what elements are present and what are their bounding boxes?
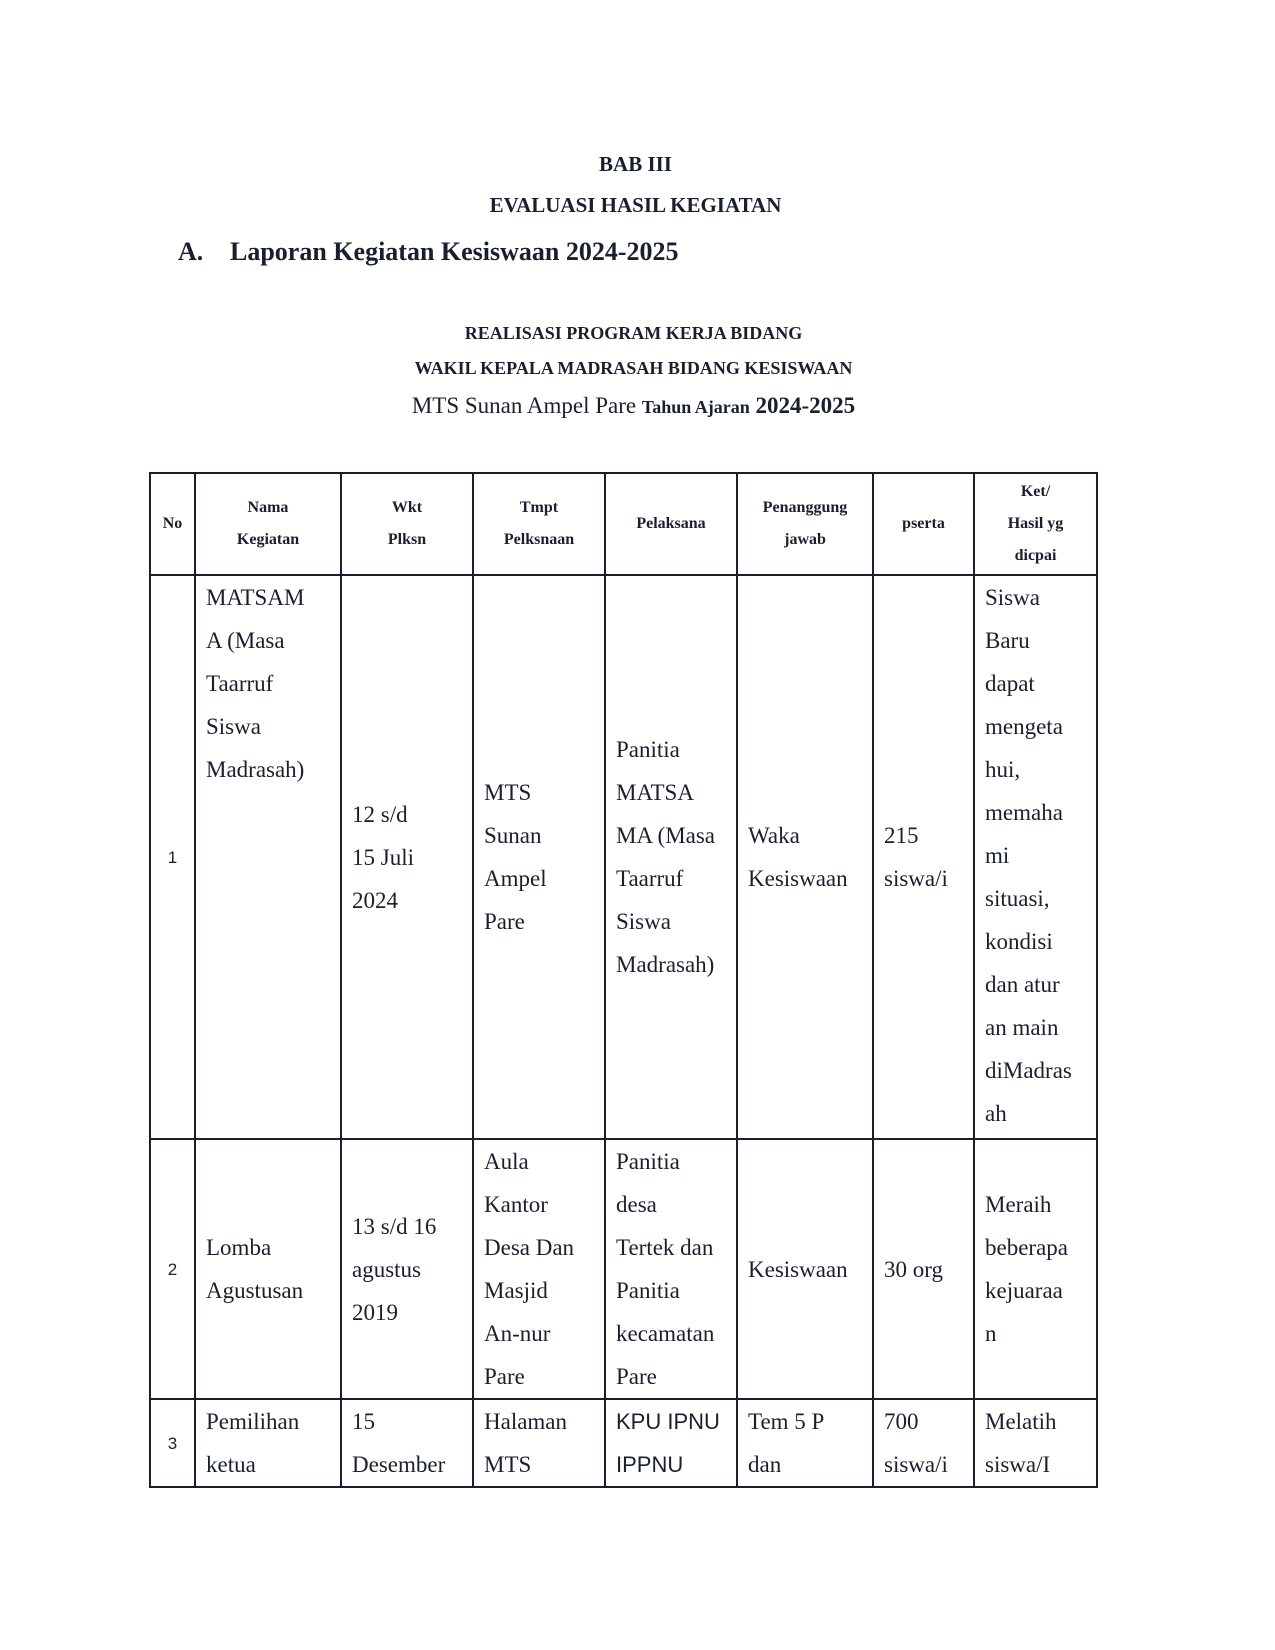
cell-peserta: 215 siswa/i (873, 575, 974, 1139)
header-nama-kegiatan: Nama Kegiatan (195, 473, 341, 575)
header-tempat: Tmpt Pelksnaan (473, 473, 605, 575)
cell-nama: Pemilihan ketua (195, 1399, 341, 1487)
header-pelaksana: Pelaksana (605, 473, 737, 575)
cell-pj: Waka Kesiswaan (737, 575, 873, 1139)
cell-pj: Tem 5 P dan (737, 1399, 873, 1487)
header-peserta: pserta (873, 473, 974, 575)
cell-ket: Siswa Baru dapat mengeta hui, memaha mi situasi, kondisi dan atur an main diMadras ah (974, 575, 1097, 1139)
table-row (150, 575, 1097, 1139)
cell-pelaksana: Panitia MATSA MA (Masa Taarruf Siswa Madrasah) (605, 575, 737, 1139)
table-header-row (150, 473, 1097, 575)
section-label: A. (178, 237, 204, 266)
cell-no: 3 (150, 1399, 195, 1487)
table-row (150, 1399, 1097, 1487)
chapter-title: EVALUASI HASIL KEGIATAN (489, 193, 782, 217)
section-heading (178, 237, 679, 267)
cell-peserta: 700 siswa/i (873, 1399, 974, 1487)
school-year: 2024-2025 (755, 393, 856, 418)
cell-tempat: Aula Kantor Desa Dan Masjid An-nur Pare (473, 1139, 605, 1399)
cell-tempat: MTS Sunan Ampel Pare (473, 575, 605, 1139)
header-keterangan: Ket/ Hasil yg dicpai (974, 473, 1097, 575)
section-title: Laporan Kegiatan Kesiswaan 2024-2025 (230, 237, 679, 266)
year-label: Tahun Ajaran (641, 397, 750, 417)
table-title-line3 (0, 393, 1271, 419)
table-title-line1: REALISASI PROGRAM KERJA BIDANG (464, 323, 803, 343)
cell-pelaksana: Panitia desa Tertek dan Panitia kecamatan Pare (605, 1139, 737, 1399)
cell-no: 2 (150, 1139, 195, 1399)
header-waktu: Wkt Plksn (341, 473, 473, 575)
cell-waktu: 15 Desember (341, 1399, 473, 1487)
cell-nama: MATSAM A (Masa Taarruf Siswa Madrasah) (195, 575, 341, 1139)
school-name: MTS Sunan Ampel Pare (411, 393, 637, 418)
cell-tempat: Halaman MTS (473, 1399, 605, 1487)
cell-ket: Melatih siswa/I (974, 1399, 1097, 1487)
header-no: No (150, 473, 195, 575)
cell-waktu: 13 s/d 16 agustus 2019 (341, 1139, 473, 1399)
cell-pj: Kesiswaan (737, 1139, 873, 1399)
table-title-line2: WAKIL KEPALA MADRASAH BIDANG KESISWAAN (414, 358, 853, 378)
cell-no: 1 (150, 575, 195, 1139)
cell-ket: Meraih beberapa kejuaraa n (974, 1139, 1097, 1399)
cell-waktu: 12 s/d 15 Juli 2024 (341, 575, 473, 1139)
chapter-heading: BAB III (599, 152, 672, 176)
cell-pelaksana: KPU IPNU IPPNU (605, 1399, 737, 1487)
table-row (150, 1139, 1097, 1399)
cell-nama: Lomba Agustusan (195, 1139, 341, 1399)
activity-table (149, 472, 1098, 1488)
cell-peserta: 30 org (873, 1139, 974, 1399)
header-penanggung-jawab: Penanggung jawab (737, 473, 873, 575)
